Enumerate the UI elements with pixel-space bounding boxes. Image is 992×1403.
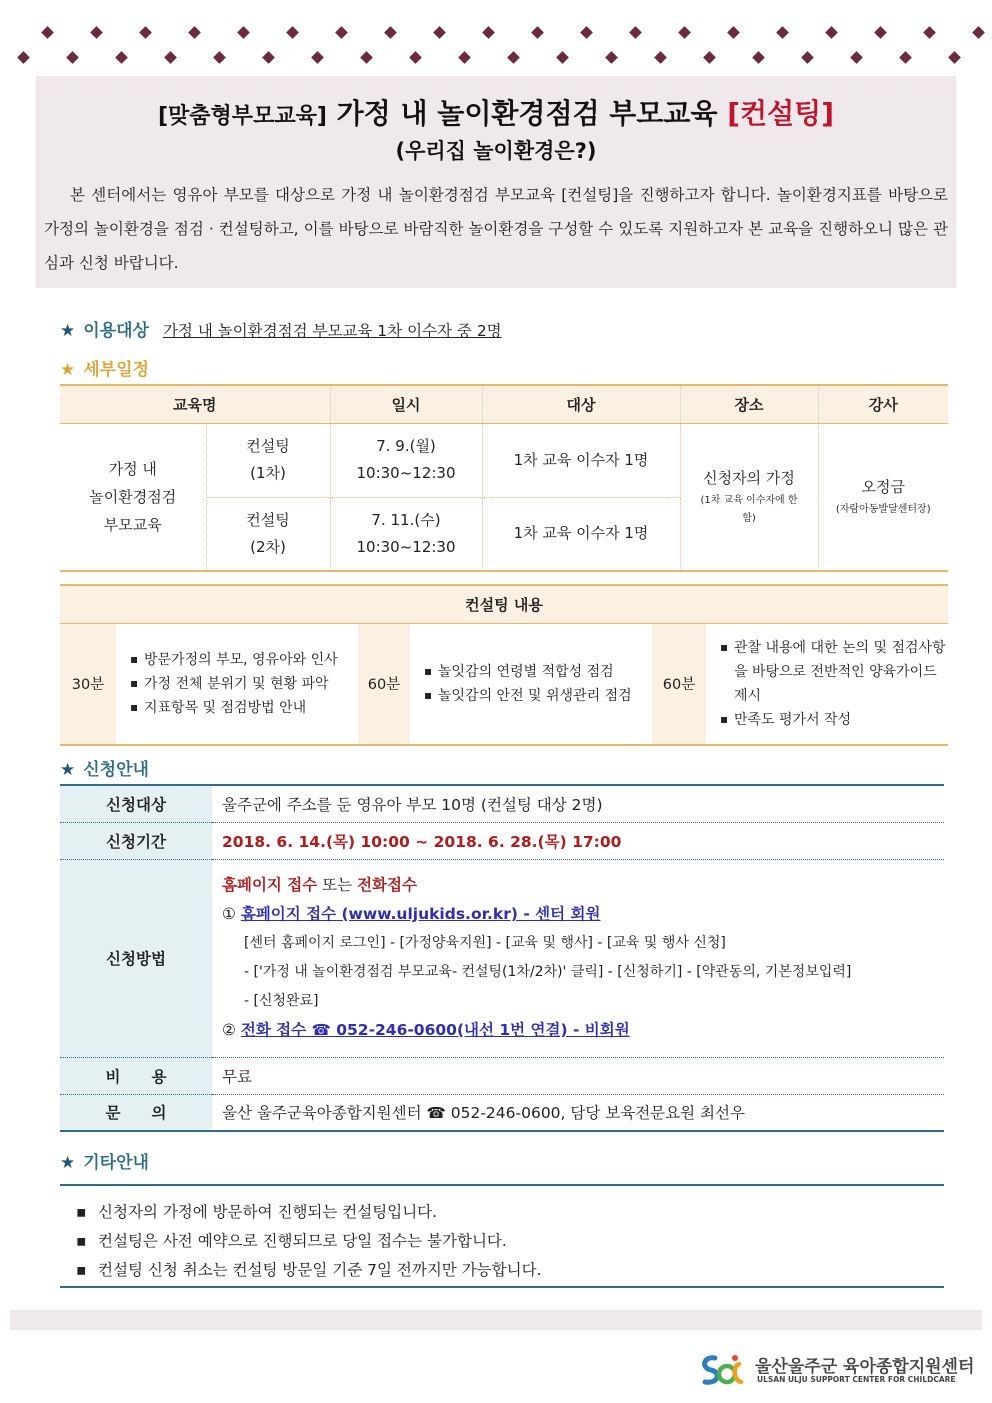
title-main: 가정 내 놀이환경점검 부모교육	[336, 97, 718, 130]
time-cell: 30분	[60, 623, 116, 745]
consulting-table	[60, 584, 948, 746]
time-cell: 60분	[652, 623, 706, 745]
web-step: - [신청완료]	[244, 993, 319, 1009]
dot	[482, 26, 495, 39]
instructor-note: (자람아동발달센터장)	[835, 504, 931, 516]
course-name: 가정 내	[108, 459, 157, 478]
dot	[629, 26, 642, 39]
apply-period-value: 2018. 6. 14.(목) 10:00 ~ 2018. 6. 28.(목) 17:00	[212, 822, 944, 859]
course-name-cell	[60, 423, 206, 571]
col-header: 강사	[818, 385, 948, 423]
dot	[899, 51, 912, 64]
footer-bar	[10, 1310, 982, 1330]
session-number: (2차)	[250, 537, 286, 556]
dot	[507, 51, 520, 64]
title-highlight: [컨설팅]	[727, 97, 834, 130]
consulting-header: 컨설팅 내용	[60, 585, 948, 623]
section-target	[60, 316, 502, 341]
section-apply	[60, 755, 149, 780]
session-cell	[206, 497, 330, 571]
target-cell: 1차 교육 이수자 1명	[482, 423, 680, 497]
apply-target-label: 신청대상	[60, 785, 212, 822]
datetime-cell	[330, 497, 482, 571]
dot	[752, 51, 765, 64]
dot	[139, 26, 152, 39]
col-header: 장소	[680, 385, 818, 423]
phone-link[interactable]: 전화 접수 ☎ 052-246-0600(내선 1번 연결) - 비회원	[240, 1021, 630, 1039]
dot	[164, 51, 177, 64]
session-label: 컨설팅	[246, 510, 290, 529]
apply-period-label: 신청기간	[60, 822, 212, 859]
apply-table	[60, 784, 944, 1132]
dot	[213, 51, 226, 64]
phone-method	[222, 1016, 944, 1045]
target-text: 가정 내 놀이환경점검 부모교육 1차 이수자 중 2명	[162, 322, 502, 340]
dot	[409, 51, 422, 64]
instructor-cell	[818, 423, 948, 571]
col-header: 대상	[482, 385, 680, 423]
star-icon: ★	[60, 1153, 76, 1173]
dot	[384, 26, 397, 39]
dot	[801, 51, 814, 64]
phone-num: ②	[222, 1021, 236, 1039]
section-label: 이용대상	[83, 321, 149, 341]
dot	[335, 26, 348, 39]
session-number: (1차)	[250, 464, 286, 482]
list-item: ▪ 컨설팅은 사전 예약으로 진행되므로 당일 접수는 불가합니다.	[60, 1227, 944, 1256]
instructor: 오정금	[861, 478, 905, 497]
page-subtitle: (우리집 놀이환경은?)	[395, 139, 597, 163]
time-cell: 60분	[358, 623, 410, 745]
apply-method-label: 신청방법	[60, 859, 212, 1057]
section-schedule	[60, 355, 149, 380]
list-item: ▪ 컨설팅 신청 취소는 컨설팅 방문일 기준 7일 전까지만 가능합니다.	[60, 1256, 944, 1285]
dot	[850, 51, 863, 64]
method-phone: 전화접수	[357, 876, 417, 894]
etc-list	[60, 1184, 944, 1288]
dot	[17, 51, 30, 64]
dot	[948, 51, 961, 64]
dot	[825, 26, 838, 39]
list-item: ▪ 놀잇감의 연령별 적합성 점검	[424, 660, 652, 684]
dot	[433, 26, 446, 39]
target-cell: 1차 교육 이수자 1명	[482, 497, 680, 571]
homepage-link[interactable]: 홈페이지 접수 (www.uljukids.or.kr) - 센터 회원	[240, 905, 601, 923]
contact-label: 문 의	[60, 1094, 212, 1131]
list-item: ▪ 놀잇감의 안전 및 위생관리 점검	[424, 684, 652, 708]
section-label: 신청안내	[83, 760, 149, 780]
title-prefix: [맞춤형부모교육]	[158, 104, 327, 129]
dot	[874, 26, 887, 39]
apply-method	[212, 859, 944, 1057]
list-item: ▪ 가정 전체 분위기 및 현황 파악	[130, 672, 358, 696]
dot	[458, 51, 471, 64]
contact-value: 울산 울주군육아종합지원센터 ☎ 052-246-0600, 담당 보육전문요원 최선우	[212, 1094, 944, 1131]
course-name: 놀이환경점검	[89, 487, 177, 506]
web-method	[222, 900, 944, 929]
section-label: 세부일정	[83, 360, 149, 380]
header-box	[36, 76, 956, 288]
center-logo	[697, 1350, 977, 1390]
dot	[311, 51, 324, 64]
star-icon: ★	[60, 360, 76, 380]
web-num: ①	[222, 905, 236, 923]
dot	[727, 26, 740, 39]
content-list	[706, 623, 948, 745]
org-name: 울산울주군 육아종합지원센터	[755, 1357, 975, 1377]
place-note: (1차 교육 이수자에 한함)	[700, 495, 798, 525]
place-cell	[680, 423, 818, 571]
dot	[360, 51, 373, 64]
decorative-dots	[0, 22, 992, 67]
datetime-cell	[330, 423, 482, 497]
dot	[972, 26, 985, 39]
logo-icon	[697, 1350, 749, 1390]
apply-target-value: 울주군에 주소를 둔 영유아 부모 10명 (컨설팅 대상 2명)	[212, 785, 944, 822]
cost-value: 무료	[212, 1057, 944, 1094]
dot	[580, 26, 593, 39]
method-or: 또는	[322, 876, 353, 894]
cost-label: 비 용	[60, 1057, 212, 1094]
dot	[923, 26, 936, 39]
dot	[678, 26, 691, 39]
star-icon: ★	[60, 321, 76, 341]
dot	[776, 26, 789, 39]
list-item: ▪ 관찰 내용에 대한 논의 및 점검사항을 바탕으로 전반적인 양육가이드 제시	[720, 636, 948, 708]
dot	[556, 51, 569, 64]
dot	[654, 51, 667, 64]
session-time: 10:30~12:30	[356, 464, 456, 482]
method-web: 홈페이지 접수	[222, 876, 318, 894]
content-list	[116, 623, 358, 745]
schedule-table	[60, 384, 948, 572]
web-step: - ['가정 내 놀이환경점검 부모교육- 컨설팅(1차/2차)' 클릭] - [신청하기] - [약관동의, 기본정보입력]	[244, 964, 852, 980]
list-item: ▪ 방문가정의 부모, 영유아와 인사	[130, 648, 358, 672]
intro-text: 본 센터에서는 영유아 부모를 대상으로 가정 내 놀이환경점검 부모교육 [컨설팅]을 진행하고자 합니다. 놀이환경지표를 바탕으로 가정의 놀이환경을 점검 · 컨설팅하고, 이를 바탕으로 바람직한 놀이환경을 구성할 수 있도록 지원하고자 본 교육을 진행하오니 많은 관심과 신청 바랍니다.	[44, 186, 948, 272]
content-list	[410, 623, 652, 745]
session-time: 10:30~12:30	[356, 537, 456, 556]
section-etc	[60, 1148, 149, 1173]
session-label: 컨설팅	[246, 437, 290, 455]
dot	[188, 26, 201, 39]
dot	[531, 26, 544, 39]
course-name: 부모교육	[103, 515, 162, 534]
col-header: 일시	[330, 385, 482, 423]
place: 신청자의 가정	[703, 469, 795, 488]
session-date: 7. 11.(수)	[371, 510, 441, 529]
dot	[703, 51, 716, 64]
org-name-en: ULSAN ULJU SUPPORT CENTER FOR CHILDCARE	[757, 1375, 956, 1384]
dot	[286, 26, 299, 39]
web-step: [센터 홈페이지 로그인] - [가정양육지원] - [교육 및 행사] - [교육 및 행사 신청]	[244, 935, 726, 951]
method-intro	[222, 871, 944, 900]
session-date: 7. 9.(월)	[376, 437, 436, 455]
list-item: ▪ 신청자의 가정에 방문하여 진행되는 컨설팅입니다.	[60, 1198, 944, 1227]
col-header: 교육명	[60, 385, 330, 423]
section-label: 기타안내	[83, 1153, 149, 1173]
dot	[115, 51, 128, 64]
dot	[605, 51, 618, 64]
dot	[237, 26, 250, 39]
star-icon: ★	[60, 760, 76, 780]
page-title	[36, 92, 956, 132]
dot	[90, 26, 103, 39]
dot	[262, 51, 275, 64]
dot	[66, 51, 79, 64]
list-item: ▪ 지표항목 및 점검방법 안내	[130, 696, 358, 720]
session-cell	[206, 423, 330, 497]
dot	[41, 26, 54, 39]
list-item: ▪ 만족도 평가서 작성	[720, 708, 948, 732]
